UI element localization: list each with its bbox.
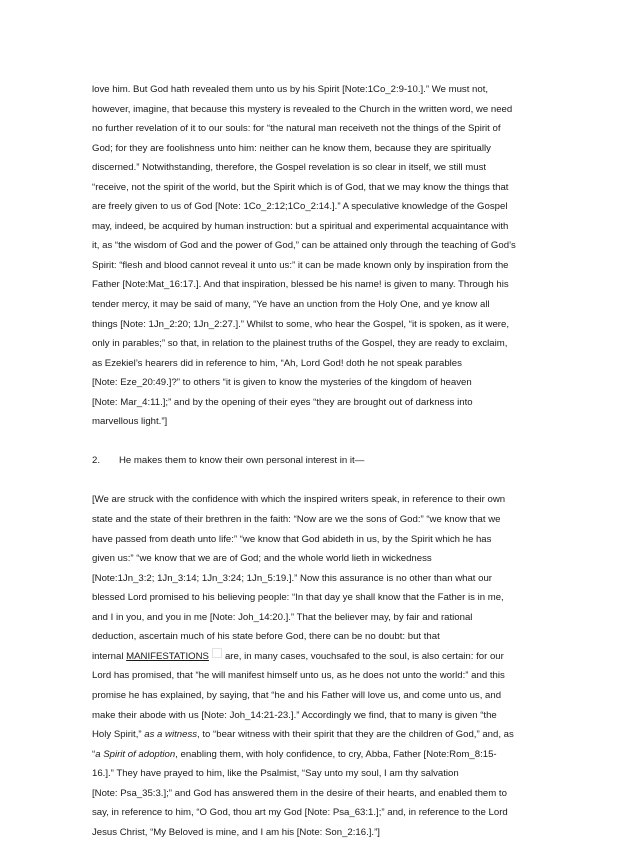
text-line: make their abode with us [Note: Joh_14:21-23.].” Accordingly we find, that to many is given “the	[92, 709, 497, 721]
paragraph-assurance	[92, 490, 562, 646]
document-page	[92, 80, 562, 842]
text-fragment: , to “bear witness with their spirit that they are the children of God,” and, as	[197, 729, 514, 741]
text-line	[92, 647, 562, 667]
paragraph-assurance-end	[92, 764, 562, 842]
text-line: Father [Note:Mat_16:17.]. And that inspiration, blessed be his name! is given to many. Through his	[92, 279, 509, 291]
text-line: Spirit: “flesh and blood cannot reveal it unto us:” it can be made known only by inspiration from the	[92, 259, 509, 271]
section-number: 2.	[92, 455, 101, 467]
italic-phrase: a Spirit of adoption	[95, 748, 176, 760]
section-heading	[92, 451, 562, 471]
text-line: say, in reference to him, “O God, thou art my God [Note: Psa_63:1.];” and, in reference to the Lord	[92, 807, 508, 819]
text-line: deduction, ascertain much of his state before God, there can be no doubt: but that	[92, 631, 440, 643]
text-line: have passed from death unto life:” “we know that God abideth in us, by the Spirit which he has	[92, 533, 492, 545]
text-line: “receive, not the spirit of the world, but the Spirit which is of God, that we may know the things that	[92, 181, 509, 193]
paragraph-gap	[92, 471, 562, 491]
text-line: [Note: Psa_35:3.];” and God has answered them in the desire of their hearts, and enabled them to	[92, 787, 507, 799]
manifestations-link[interactable]: MANIFESTATIONS	[126, 650, 209, 662]
text-line: may, indeed, be acquired by human instruction: but a spiritual and experimental acquaintance with	[92, 220, 509, 232]
text-line: [Note:1Jn_3:2; 1Jn_3:14; 1Jn_3:24; 1Jn_5:19.].” Now this assurance is no other than what our	[92, 572, 492, 584]
text-line: [Note: Eze_20:49.]?” to others “it is given to know the mysteries of the kingdom of heaven	[92, 377, 472, 389]
text-line: [Note: Mar_4:11.];” and by the opening of their eyes “they are brought out of darkness into	[92, 396, 473, 408]
text-line: given us:” “we know that we are of God; and the whole world lieth in wickedness	[92, 553, 432, 565]
text-fragment: “	[92, 748, 96, 760]
text-line: 16.].” They have prayed to him, like the Psalmist, “Say unto my soul, I am thy salvation	[92, 768, 459, 780]
text-line: discerned.” Notwithstanding, therefore, the Gospel revelation is so clear in itself, we still must	[92, 162, 487, 174]
annotation-marker-icon	[212, 648, 222, 658]
section-heading-text: He makes them to know their own personal interest in it—	[119, 455, 365, 467]
text-line: love him. But God hath revealed them unto us by his Spirit [Note:1Co_2:9-10.].” We must not,	[92, 84, 489, 95]
paragraph-gap	[92, 432, 562, 452]
text-line	[92, 725, 562, 745]
text-line: only in parables;” so that, in relation to the plainest truths of the Gospel, they are ready to exclaim,	[92, 338, 508, 350]
text-line: no further revelation of it to our souls: for “the natural man receiveth not the things of the Spirit of	[92, 123, 501, 135]
text-line: marvellous light.”]	[92, 416, 168, 428]
text-line: tender mercy, it may be said of many, “Ye have an unction from the Holy One, and ye know all	[92, 299, 490, 311]
text-line: however, imagine, that because this mystery is revealed to the Church in the written word, we need	[92, 103, 513, 115]
text-line: [We are struck with the confidence with which the inspired writers speak, in reference to their own	[92, 494, 506, 506]
text-line: Jesus Christ, “My Beloved is mine, and I am his [Note: Son_2:16.].”]	[92, 826, 380, 838]
text-fragment: are, in many cases, vouchsafed to the soul, is also certain: for our	[224, 650, 504, 662]
italic-phrase: as a witness	[144, 729, 198, 741]
paragraph-assurance-cont	[92, 666, 562, 725]
text-line: as Ezekiel’s hearers did in reference to him, “Ah, Lord God! doth he not speak parables	[92, 357, 462, 369]
text-line	[92, 745, 562, 765]
text-fragment: , enabling them, with holy confidence, to cry, Abba, Father [Note:Rom_8:15-	[175, 748, 497, 760]
text-line: it, as “the wisdom of God and the power of God,” can be attained only through the teaching of God’s	[92, 240, 516, 252]
text-line: state and the state of their brethren in the faith: “Now are we the sons of God:” “we know that we	[92, 514, 501, 526]
text-line: blessed Lord promised to his believing people: “In that day ye shall know that the Father is in me,	[92, 592, 504, 604]
text-line: are freely given to us of God [Note: 1Co_2:12;1Co_2:14.].” A speculative knowledge of the Gospel	[92, 201, 508, 213]
text-line: things [Note: 1Jn_2:20; 1Jn_2:27.].” Whilst to some, who hear the Gospel, “it is spoken, as it were,	[92, 318, 510, 330]
text-line: and I in you, and you in me [Note: Joh_14:20.].” That the believer may, by fair and rational	[92, 611, 473, 623]
text-line: God; for they are foolishness unto him: neither can he know them, because they are spiritually	[92, 142, 491, 154]
text-line: promise he has explained, by saying, that “he and his Father will love us, and come unto us, and	[92, 689, 502, 701]
text-line: Lord has promised, that “he will manifest himself unto us, as he does not unto the world:” and this	[92, 670, 505, 682]
text-fragment: Holy Spirit,”	[92, 729, 145, 741]
text-fragment: internal	[92, 650, 127, 662]
paragraph-spiritual-revelation	[92, 80, 562, 432]
